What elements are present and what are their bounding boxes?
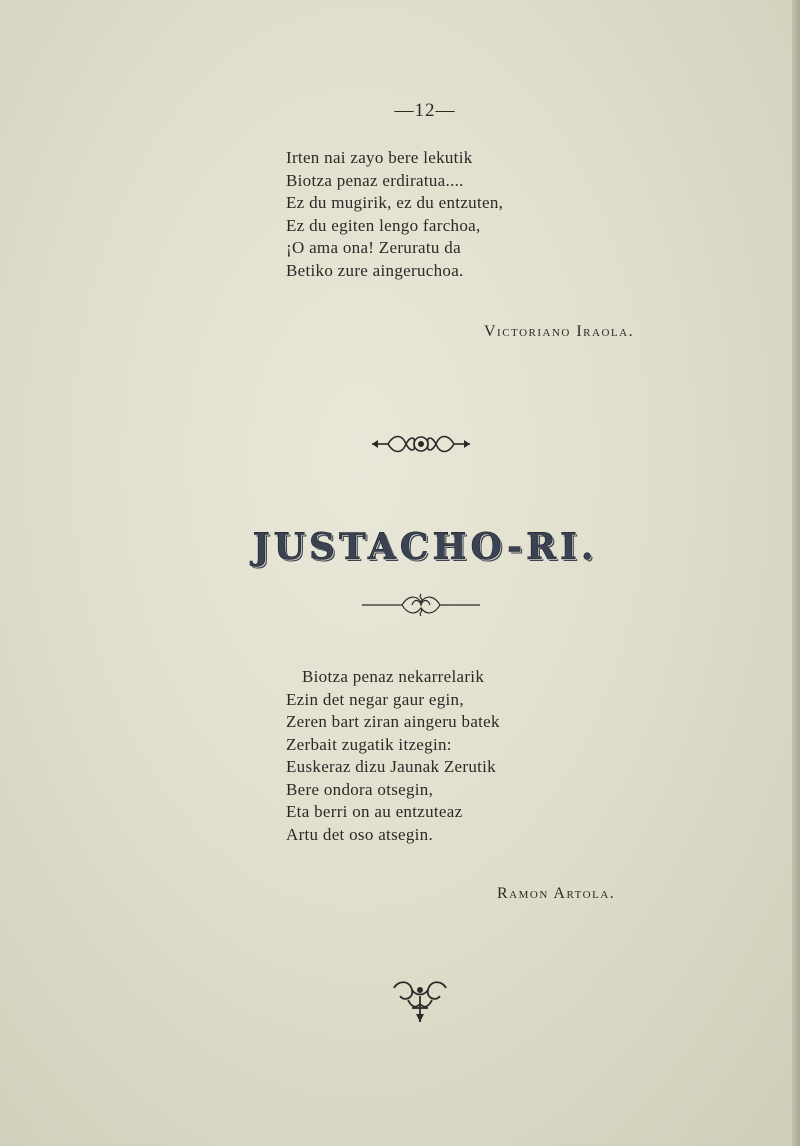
flourish-rule-icon (362, 590, 480, 620)
poem-line: ¡O ama ona! Zeruratu da (286, 238, 461, 257)
ornament-divider-icon (370, 430, 472, 458)
poem-line: Betiko zure aingeruchoa. (286, 260, 464, 280)
poem-line: Biotza penaz nekarrelarik (302, 667, 485, 686)
poem-line: Artu det oso atsegin. (286, 824, 433, 844)
poem-line: Zerbait zugatik itzegin: (286, 734, 452, 754)
poem-stanza-1 (286, 147, 503, 282)
poem-line: Zeren bart ziran aingeru batek (286, 712, 500, 731)
page-number: —12— (394, 100, 456, 121)
poem-line: Ez du egiten lengo farchoa, (286, 215, 481, 235)
poem-line: Euskeraz dizu Jaunak Zerutik (286, 757, 496, 776)
poem-line: Ez du mugirik, ez du entzuten, (286, 193, 504, 212)
poem-line: Irten nai zayo bere lekutik (286, 148, 473, 167)
author-signature: Victoriano Iraola. (484, 323, 635, 340)
poem-title: JUSTACHO-RI. (252, 526, 598, 568)
tailpiece-ornament-icon (388, 978, 452, 1024)
poem-stanza-2 (286, 666, 500, 846)
poem-line: Eta berri on au entzuteaz (286, 802, 463, 821)
poem-line: Bere ondora otsegin, (286, 779, 434, 799)
poem-line: Ezin det negar gaur egin, (286, 689, 464, 709)
author-signature: Ramon Artola. (497, 885, 616, 902)
page-edge (792, 0, 800, 1146)
poem-line: Biotza penaz erdiratua.... (286, 170, 464, 190)
